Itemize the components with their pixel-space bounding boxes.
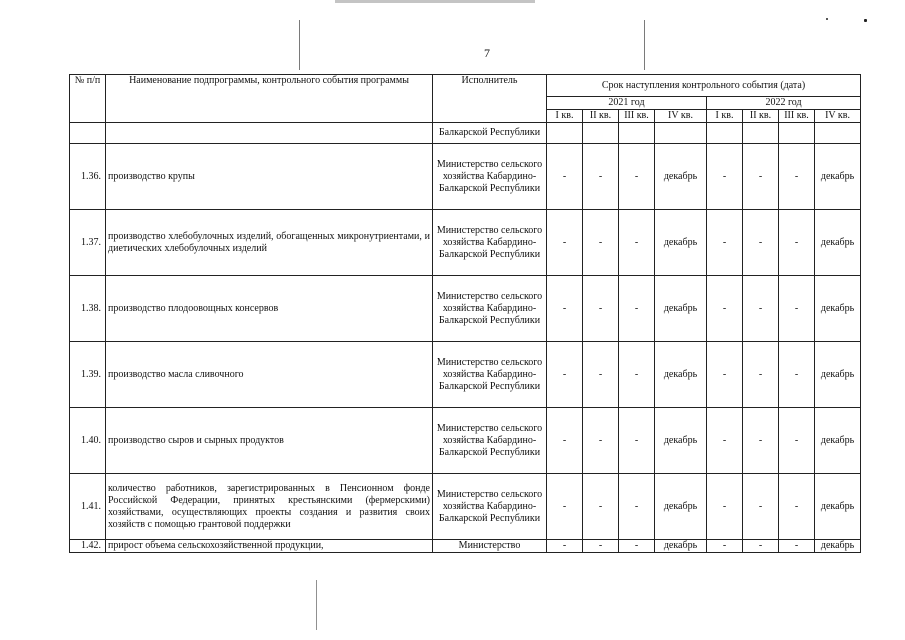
q-value: - [619, 144, 655, 210]
q-value: - [743, 342, 779, 408]
q-value: - [547, 144, 583, 210]
q-value: декабрь [655, 474, 707, 540]
row-number: 1.42. [70, 540, 106, 553]
q-value: - [779, 474, 815, 540]
table-row [70, 408, 861, 474]
row-number: 1.40. [70, 408, 106, 474]
q-value: - [619, 408, 655, 474]
q-value: - [583, 342, 619, 408]
q-value: - [779, 144, 815, 210]
q-value: - [743, 474, 779, 540]
q-value: - [583, 144, 619, 210]
q-value: - [779, 210, 815, 276]
q-value: декабрь [655, 342, 707, 408]
table-row [70, 276, 861, 342]
event-name: прирост объема сельскохозяйственной продукции, [106, 540, 433, 553]
q-value: декабрь [815, 474, 861, 540]
header-quarter: III кв. [779, 110, 815, 123]
q-value: - [583, 540, 619, 553]
header-deadline: Срок наступления контрольного события (дата) [547, 75, 861, 97]
q-value: - [743, 144, 779, 210]
q-value: - [583, 408, 619, 474]
q-value: - [547, 210, 583, 276]
page-number: 7 [484, 46, 490, 60]
table-row [70, 144, 861, 210]
header-quarter: II кв. [583, 110, 619, 123]
row-number: 1.38. [70, 276, 106, 342]
fold-line-left [299, 20, 300, 70]
executor-cell: Министерство [433, 540, 547, 553]
fold-line-bottom [316, 580, 317, 630]
q-value: - [619, 276, 655, 342]
q-value: - [707, 276, 743, 342]
event-name: производство плодоовощных консервов [106, 276, 433, 342]
control-events-table [69, 74, 861, 553]
q-value: декабрь [815, 210, 861, 276]
q-value: декабрь [815, 540, 861, 553]
q-value: декабрь [655, 276, 707, 342]
scan-mark-top [335, 0, 535, 3]
event-name: производство крупы [106, 144, 433, 210]
q-value: декабрь [815, 342, 861, 408]
q-value: - [779, 540, 815, 553]
q-value: - [707, 144, 743, 210]
header-quarter: I кв. [547, 110, 583, 123]
header-quarter: III кв. [619, 110, 655, 123]
executor-cell: Министерство сельского хозяйства Кабардино-Балкарской Республики [433, 210, 547, 276]
executor-cell: Министерство сельского хозяйства Кабардино-Балкарской Республики [433, 474, 547, 540]
q-value: - [547, 474, 583, 540]
table-row [70, 474, 861, 540]
header-year-2022: 2022 год [707, 97, 861, 110]
q-value: декабрь [655, 210, 707, 276]
q-value: - [779, 408, 815, 474]
row-number: 1.39. [70, 342, 106, 408]
scan-dot [864, 19, 867, 22]
q-value: - [779, 276, 815, 342]
q-value: - [707, 408, 743, 474]
table-row-continuation [70, 123, 861, 144]
q-value: - [743, 210, 779, 276]
row-number: 1.36. [70, 144, 106, 210]
q-value: - [707, 540, 743, 553]
executor-cell: Балкарской Республики [433, 123, 547, 144]
q-value: - [583, 210, 619, 276]
table-row [70, 210, 861, 276]
q-value: - [547, 408, 583, 474]
header-quarter: IV кв. [815, 110, 861, 123]
q-value: - [547, 276, 583, 342]
q-value: - [583, 276, 619, 342]
table-row [70, 342, 861, 408]
header-name: Наименование подпрограммы, контрольного события программы [106, 75, 433, 123]
q-value: декабрь [655, 540, 707, 553]
q-value: - [619, 540, 655, 553]
table-row [70, 540, 861, 553]
header-num: № п/п [70, 75, 106, 123]
q-value: - [707, 474, 743, 540]
q-value: - [547, 342, 583, 408]
header-quarter: IV кв. [655, 110, 707, 123]
executor-cell: Министерство сельского хозяйства Кабардино-Балкарской Республики [433, 144, 547, 210]
q-value: - [583, 474, 619, 540]
q-value: - [707, 210, 743, 276]
scan-dot [826, 18, 828, 20]
executor-cell: Министерство сельского хозяйства Кабардино-Балкарской Республики [433, 342, 547, 408]
executor-cell: Министерство сельского хозяйства Кабардино-Балкарской Республики [433, 276, 547, 342]
q-value: - [779, 342, 815, 408]
header-quarter: II кв. [743, 110, 779, 123]
q-value: - [743, 276, 779, 342]
event-name: производство сыров и сырных продуктов [106, 408, 433, 474]
q-value: декабрь [655, 408, 707, 474]
q-value: - [619, 474, 655, 540]
header-quarter: I кв. [707, 110, 743, 123]
event-name: производство хлебобулочных изделий, обогащенных микронутриентами, и диетических хлебобулочных изделий [106, 210, 433, 276]
executor-cell: Министерство сельского хозяйства Кабардино-Балкарской Республики [433, 408, 547, 474]
header-year-2021: 2021 год [547, 97, 707, 110]
event-name: количество работников, зарегистрированных в Пенсионном фонде Российской Федерации, принятых крестьянскими (фермерскими) хозяйствами, осуществляющих проекты создания и развития своих хозяйств с помощью грантовой поддержки [106, 474, 433, 540]
q-value: - [743, 540, 779, 553]
q-value: декабрь [815, 144, 861, 210]
q-value: декабрь [815, 276, 861, 342]
q-value: декабрь [815, 408, 861, 474]
q-value: - [547, 540, 583, 553]
q-value: - [619, 210, 655, 276]
q-value: декабрь [655, 144, 707, 210]
row-number: 1.41. [70, 474, 106, 540]
header-executor: Исполнитель [433, 75, 547, 123]
row-number: 1.37. [70, 210, 106, 276]
event-name: производство масла сливочного [106, 342, 433, 408]
q-value: - [619, 342, 655, 408]
q-value: - [743, 408, 779, 474]
fold-line-right [644, 20, 645, 70]
q-value: - [707, 342, 743, 408]
